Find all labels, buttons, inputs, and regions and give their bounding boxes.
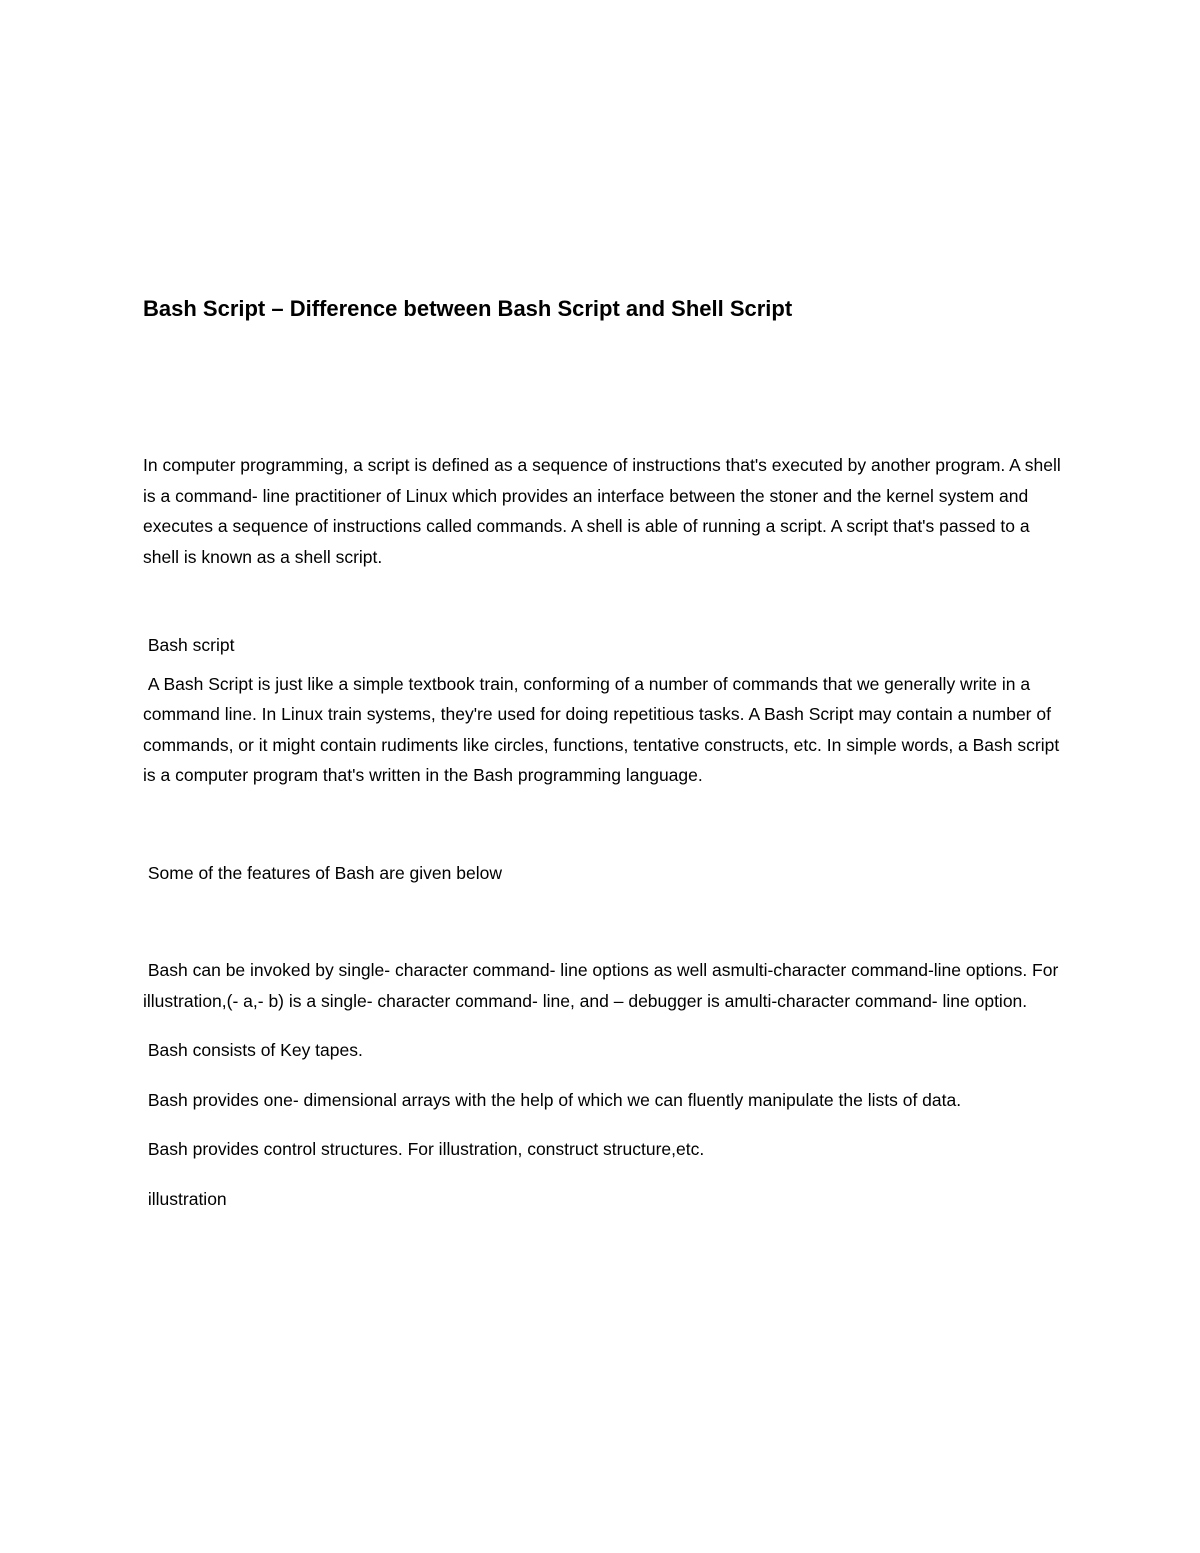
bash-script-paragraph xyxy=(143,669,1063,791)
feature-text: illustration xyxy=(147,1188,227,1209)
bash-script-heading-text: Bash script xyxy=(147,635,235,655)
document-content xyxy=(143,292,1063,1214)
feature-item xyxy=(143,1085,1063,1116)
features-heading-text: Some of the features of Bash are given below xyxy=(147,862,502,883)
feature-text: Bash consists of Key tapes. xyxy=(147,1040,363,1060)
bash-script-heading xyxy=(143,630,1063,661)
bash-script-paragraph-text: A Bash Script is just like a simple textbook train, conforming of a number of commands that we generally write in a command line. In Linux train systems, they're used for doing repetitious tasks. A Bash Script may contain a number of commands, or it might contain rudiments like circles, functions, tentative constructs, etc. In simple words, a Bash script is a computer program that's written in the Bash programming language. xyxy=(143,673,1060,785)
feature-text: Bash provides control structures. For illustration, construct structure,etc. xyxy=(147,1139,705,1159)
features-heading xyxy=(143,858,1063,889)
feature-item xyxy=(143,955,1063,1016)
feature-text: Bash provides one- dimensional arrays with the help of which we can fluently manipulate the lists of data. xyxy=(147,1089,962,1110)
intro-paragraph: In computer programming, a script is defined as a sequence of instructions that's executed by another program. A shell is a command- line practitioner of Linux which provides an interface between the stoner and the kernel system and executes a sequence of instructions called commands. A shell is able of running a script. A script that's passed to a shell is known as a shell script. xyxy=(143,455,1061,567)
feature-item xyxy=(143,1134,1063,1165)
document-title: Bash Script – Difference between Bash Script and Shell Script xyxy=(143,296,793,321)
feature-item xyxy=(143,1035,1063,1066)
feature-text: Bash can be invoked by single- character command- line options as well asmulti-character command-line options. For illustration,(- a,- b) is a single- character command- line, and – debugger is amulti-character command- line option. xyxy=(143,960,1059,1011)
feature-item xyxy=(143,1184,1063,1215)
